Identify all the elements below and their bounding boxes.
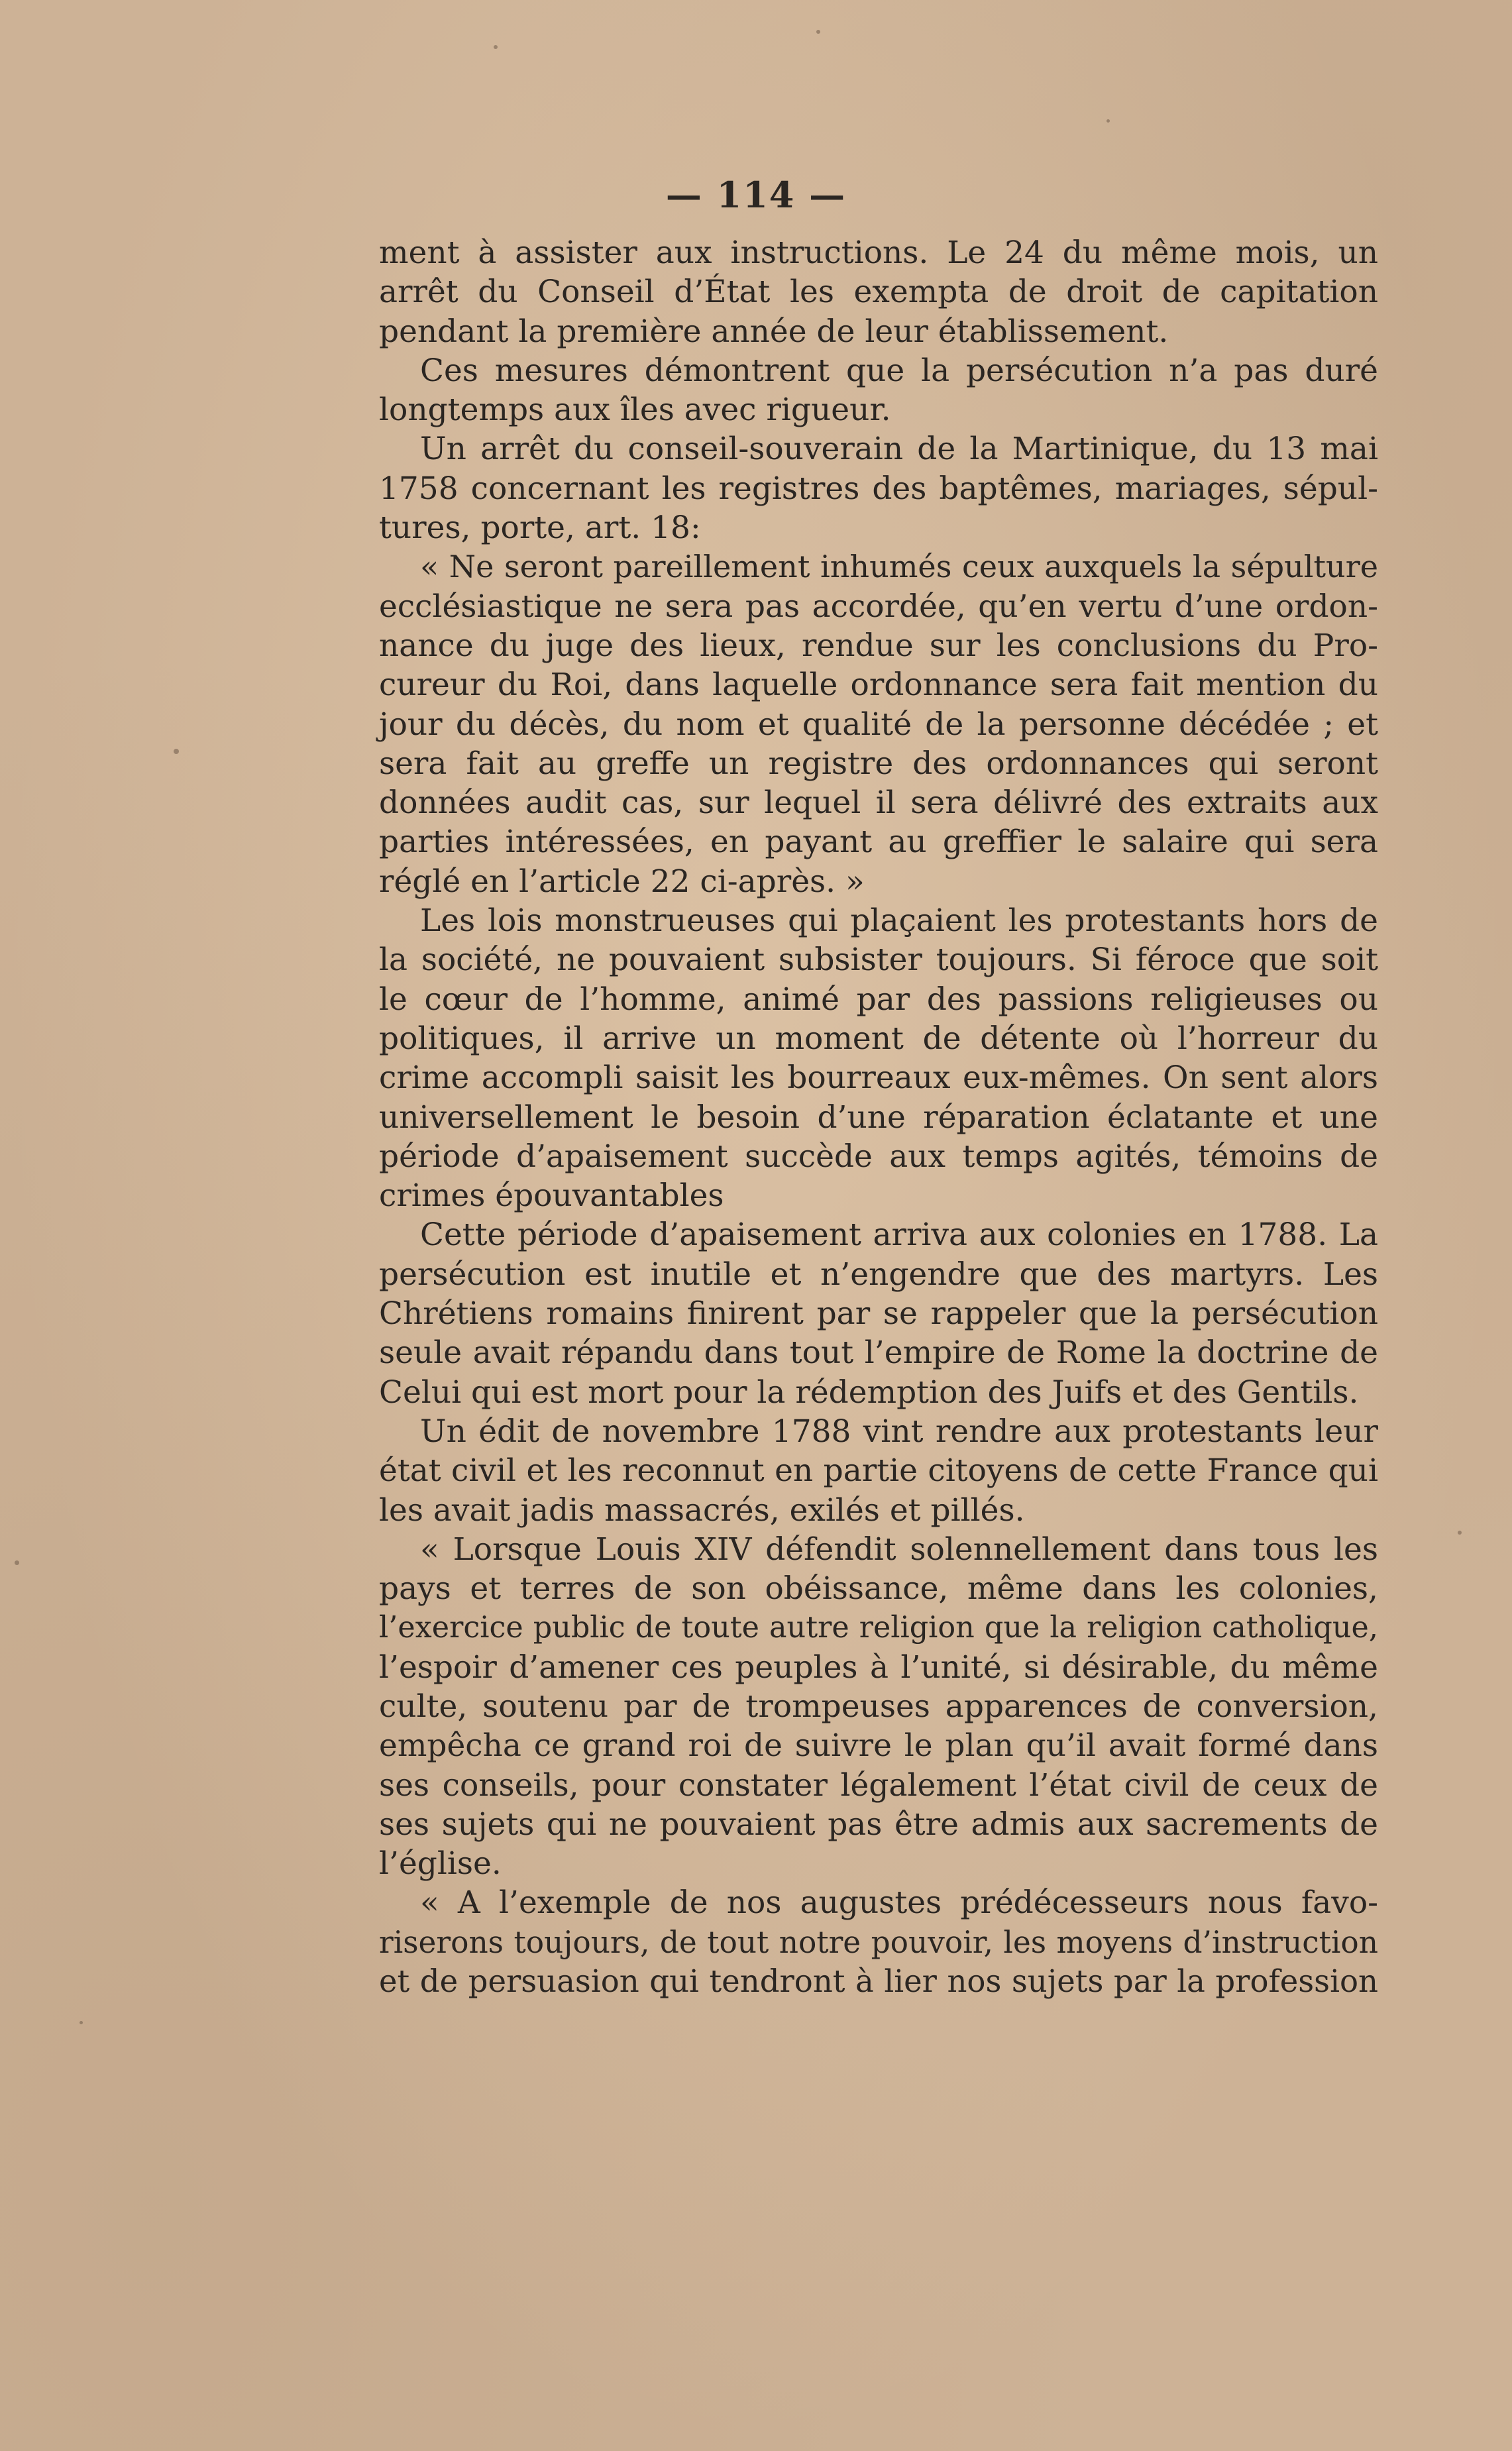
text-line: empêcha ce grand roi de suivre le plan qu’il avait formé dans — [379, 1727, 1378, 1765]
text-line: ses conseils, pour constater légalement l’état civil de ceux de — [379, 1767, 1378, 1804]
text-line: riserons toujours, de tout notre pouvoir, les moyens d’instruction — [379, 1924, 1378, 1960]
text-line: jour du décès, du nom et qualité de la personne décédée ; et — [379, 706, 1378, 743]
text-line: parties intéressées, en payant au greffier le salaire qui sera — [379, 824, 1378, 861]
text-line: Ces mesures démontrent que la persécution n’a pas duré — [420, 352, 1378, 389]
text-line: crimes épouvantables — [379, 1177, 724, 1215]
text-line: arrêt du Conseil d’État les exempta de droit de capitation — [379, 274, 1378, 311]
text-line: politiques, il arrive un moment de détente où l’horreur du — [379, 1020, 1378, 1057]
text-line: Cette période d’apaisement arriva aux colonies en 1788. La — [420, 1217, 1378, 1254]
text-line: culte, soutenu par de trompeuses apparences de conversion, — [379, 1688, 1378, 1725]
text-line: tures, porte, art. 18: — [379, 510, 701, 547]
text-line: l’église. — [379, 1845, 502, 1882]
text-line: universellement le besoin d’une réparation éclatante et une — [379, 1099, 1378, 1136]
text-line: ecclésiastique ne sera pas accordée, qu’en vertu d’une ordon- — [379, 588, 1378, 625]
paper-speck — [1458, 1531, 1462, 1535]
text-line: l’exercice public de toute autre religion que la religion catholique, — [379, 1611, 1378, 1645]
text-line: longtemps aux îles avec rigueur. — [379, 392, 891, 429]
paper-speck — [816, 30, 820, 34]
text-line: persécution est inutile et n’engendre que des martyrs. Les — [379, 1256, 1378, 1293]
text-line: données audit cas, sur lequel il sera délivré des extraits aux — [379, 785, 1378, 822]
text-line: cureur du Roi, dans laquelle ordonnance sera fait mention du — [379, 667, 1378, 704]
text-line: nance du juge des lieux, rendue sur les conclusions du Pro- — [379, 627, 1378, 664]
text-line: Chrétiens romains finirent par se rappeler que la persécution — [379, 1295, 1378, 1333]
text-line: pendant la première année de leur établissement. — [379, 313, 1169, 350]
text-line: Celui qui est mort pour la rédemption des Juifs et des Gentils. — [379, 1374, 1359, 1411]
paper-speck — [1107, 119, 1110, 123]
text-line: l’espoir d’amener ces peuples à l’unité, si désirable, du même — [379, 1649, 1378, 1686]
text-line: le cœur de l’homme, animé par des passions religieuses ou — [379, 981, 1378, 1018]
text-line: ment à assister aux instructions. Le 24 du même mois, un — [379, 235, 1378, 271]
body-text — [379, 233, 1378, 2001]
text-line: réglé en l’article 22 ci-après. » — [379, 863, 865, 900]
paper-speck — [494, 45, 498, 49]
paper-speck — [80, 2021, 83, 2024]
text-line: pays et terres de son obéissance, même dans les colonies, — [379, 1570, 1378, 1607]
paper-speck — [174, 749, 179, 754]
text-line: Les lois monstrueuses qui plaçaient les protestants hors de — [420, 902, 1378, 940]
text-line: ses sujets qui ne pouvaient pas être admis aux sacrements de — [379, 1806, 1378, 1843]
text-line: état civil et les reconnut en partie citoyens de cette France qui — [379, 1452, 1378, 1490]
text-line: la société, ne pouvaient subsister toujours. Si féroce que soit — [379, 942, 1378, 979]
text-line: Un édit de novembre 1788 vint rendre aux protestants leur — [420, 1413, 1378, 1450]
text-line: « Lorsque Louis XIV défendit solennellement dans tous les — [420, 1531, 1378, 1568]
text-line: les avait jadis massacrés, exilés et pillés. — [379, 1492, 1025, 1529]
text-line: seule avait répandu dans tout l’empire de Rome la doctrine de — [379, 1334, 1378, 1372]
text-line: Un arrêt du conseil-souverain de la Martinique, du 13 mai — [420, 431, 1378, 468]
text-line: 1758 concernant les registres des baptêmes, mariages, sépul- — [379, 470, 1378, 507]
text-line: « Ne seront pareillement inhumés ceux auxquels la sépulture — [420, 549, 1378, 585]
page-number: — 114 — — [665, 174, 847, 216]
text-line: crime accompli saisit les bourreaux eux-mêmes. On sent alors — [379, 1060, 1378, 1097]
paper-speck — [15, 1560, 19, 1565]
text-line: période d’apaisement succède aux temps agités, témoins de — [379, 1138, 1378, 1175]
text-line: et de persuasion qui tendront à lier nos sujets par la profession — [379, 1963, 1378, 2000]
text-line: « A l’exemple de nos augustes prédécesseurs nous favo- — [420, 1884, 1378, 1922]
text-line: sera fait au greffe un registre des ordonnances qui seront — [379, 745, 1378, 782]
